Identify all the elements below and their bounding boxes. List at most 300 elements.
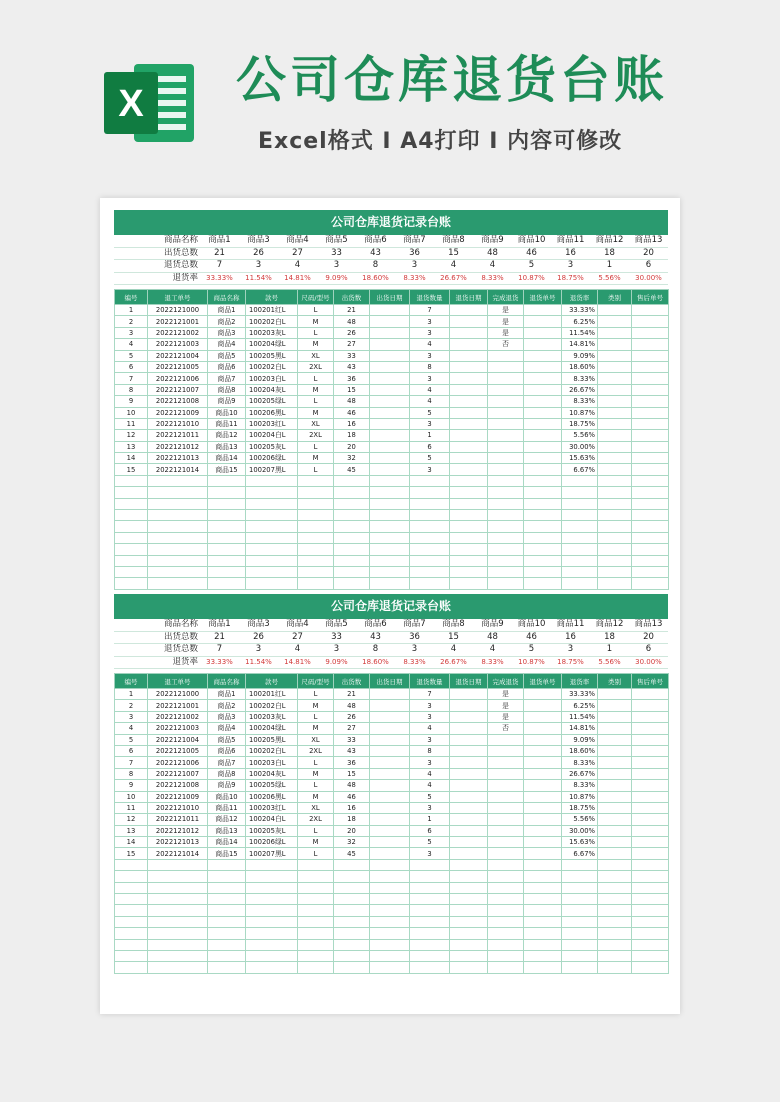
table-cell[interactable] (208, 962, 246, 973)
table-cell[interactable] (208, 916, 246, 927)
table-cell[interactable] (246, 928, 298, 939)
table-cell[interactable] (632, 441, 669, 452)
column-header[interactable]: 完成退货 (488, 674, 524, 689)
table-cell[interactable] (410, 555, 450, 566)
table-cell[interactable] (246, 962, 298, 973)
table-cell[interactable]: 5 (115, 734, 148, 745)
summary-cell[interactable]: 商品11 (551, 619, 590, 631)
table-cell[interactable] (598, 350, 632, 361)
table-cell[interactable] (370, 521, 410, 532)
column-header[interactable]: 出货数 (334, 674, 370, 689)
summary-cell[interactable]: 8 (356, 260, 395, 273)
table-cell[interactable]: 2022121000 (148, 689, 208, 700)
table-cell[interactable] (246, 950, 298, 961)
table-cell[interactable]: 10 (115, 791, 148, 802)
summary-cell[interactable]: 36 (395, 631, 434, 644)
table-cell[interactable] (370, 734, 410, 745)
table-cell[interactable] (524, 555, 562, 566)
table-cell[interactable] (208, 578, 246, 589)
table-cell[interactable] (370, 780, 410, 791)
table-cell[interactable]: XL (298, 418, 334, 429)
table-cell[interactable] (334, 498, 370, 509)
table-cell[interactable] (632, 950, 669, 961)
summary-cell[interactable]: 18 (590, 631, 629, 644)
table-cell[interactable] (632, 689, 669, 700)
table-cell[interactable] (632, 384, 669, 395)
table-cell[interactable] (524, 802, 562, 813)
table-cell[interactable] (450, 578, 488, 589)
table-cell[interactable]: 100204灰L (246, 384, 298, 395)
table-cell[interactable] (524, 327, 562, 338)
column-header[interactable]: 退工单号 (148, 290, 208, 305)
table-cell[interactable]: 是 (488, 689, 524, 700)
table-cell[interactable]: 5 (410, 453, 450, 464)
table-cell[interactable] (598, 757, 632, 768)
table-cell[interactable] (246, 544, 298, 555)
table-cell[interactable]: 14.81% (562, 339, 598, 350)
table-cell[interactable]: XL (298, 802, 334, 813)
table-cell[interactable]: 100204灰L (246, 768, 298, 779)
table-cell[interactable]: 2022121005 (148, 745, 208, 756)
table-cell[interactable]: 8 (115, 768, 148, 779)
table-cell[interactable]: 36 (334, 757, 370, 768)
table-cell[interactable]: 32 (334, 837, 370, 848)
table-cell[interactable]: 100206黑L (246, 791, 298, 802)
column-header[interactable]: 退工单号 (148, 674, 208, 689)
table-cell[interactable]: 1 (115, 689, 148, 700)
table-cell[interactable] (598, 418, 632, 429)
table-cell[interactable]: 48 (334, 780, 370, 791)
table-cell[interactable]: M (298, 768, 334, 779)
table-cell[interactable]: 6 (410, 441, 450, 452)
table-cell[interactable] (148, 566, 208, 577)
table-cell[interactable] (370, 384, 410, 395)
table-cell[interactable] (598, 339, 632, 350)
summary-cell[interactable]: 商品9 (473, 235, 512, 247)
table-cell[interactable]: 2022121008 (148, 396, 208, 407)
table-cell[interactable]: 100203灰L (246, 327, 298, 338)
table-cell[interactable] (598, 464, 632, 475)
table-cell[interactable] (208, 882, 246, 893)
table-cell[interactable] (598, 689, 632, 700)
table-cell[interactable] (562, 928, 598, 939)
table-cell[interactable] (450, 757, 488, 768)
table-cell[interactable] (632, 407, 669, 418)
table-cell[interactable] (598, 791, 632, 802)
table-cell[interactable] (115, 950, 148, 961)
table-cell[interactable] (370, 418, 410, 429)
summary-cell[interactable]: 18 (590, 247, 629, 260)
table-cell[interactable] (598, 430, 632, 441)
table-cell[interactable]: 2 (115, 700, 148, 711)
summary-cell[interactable]: 11.54% (239, 656, 278, 669)
table-cell[interactable] (524, 498, 562, 509)
table-cell[interactable] (488, 566, 524, 577)
table-cell[interactable] (450, 305, 488, 316)
table-cell[interactable]: 33 (334, 350, 370, 361)
table-cell[interactable] (632, 453, 669, 464)
table-cell[interactable] (410, 859, 450, 870)
table-cell[interactable]: 27 (334, 723, 370, 734)
summary-cell[interactable]: 9.09% (317, 656, 356, 669)
table-cell[interactable] (598, 498, 632, 509)
table-cell[interactable] (562, 871, 598, 882)
table-cell[interactable]: 18 (334, 430, 370, 441)
table-cell[interactable] (370, 916, 410, 927)
table-cell[interactable] (488, 350, 524, 361)
table-cell[interactable] (246, 905, 298, 916)
table-cell[interactable]: 18 (334, 814, 370, 825)
table-cell[interactable] (450, 768, 488, 779)
table-cell[interactable] (370, 711, 410, 722)
summary-cell[interactable]: 26.67% (434, 656, 473, 669)
table-cell[interactable] (562, 532, 598, 543)
table-cell[interactable]: 16 (334, 418, 370, 429)
table-cell[interactable]: 13 (115, 825, 148, 836)
table-cell[interactable]: 10.87% (562, 791, 598, 802)
table-cell[interactable] (562, 950, 598, 961)
summary-cell[interactable]: 7 (200, 644, 239, 657)
table-cell[interactable] (334, 950, 370, 961)
table-cell[interactable] (334, 532, 370, 543)
table-cell[interactable]: 商品8 (208, 384, 246, 395)
table-cell[interactable]: 2022121012 (148, 825, 208, 836)
table-cell[interactable] (148, 950, 208, 961)
table-cell[interactable] (488, 373, 524, 384)
table-cell[interactable] (298, 882, 334, 893)
table-cell[interactable]: 15 (115, 848, 148, 859)
table-cell[interactable] (450, 814, 488, 825)
table-cell[interactable] (298, 905, 334, 916)
table-cell[interactable] (562, 510, 598, 521)
table-cell[interactable] (298, 566, 334, 577)
table-cell[interactable] (598, 510, 632, 521)
table-cell[interactable]: 11.54% (562, 711, 598, 722)
table-cell[interactable]: 2022121009 (148, 407, 208, 418)
table-cell[interactable] (115, 544, 148, 555)
table-cell[interactable]: L (298, 689, 334, 700)
summary-cell[interactable]: 8.33% (473, 656, 512, 669)
table-cell[interactable]: 14 (115, 837, 148, 848)
table-cell[interactable] (334, 555, 370, 566)
table-cell[interactable] (450, 882, 488, 893)
table-cell[interactable]: 2022121011 (148, 814, 208, 825)
table-cell[interactable]: 2 (115, 316, 148, 327)
table-cell[interactable]: 20 (334, 441, 370, 452)
table-cell[interactable] (632, 871, 669, 882)
table-cell[interactable] (524, 339, 562, 350)
table-cell[interactable] (370, 928, 410, 939)
table-cell[interactable] (632, 396, 669, 407)
table-cell[interactable] (148, 510, 208, 521)
table-cell[interactable] (410, 532, 450, 543)
table-cell[interactable] (334, 566, 370, 577)
table-cell[interactable] (208, 939, 246, 950)
table-cell[interactable]: 100203灰L (246, 711, 298, 722)
table-cell[interactable]: 6.25% (562, 700, 598, 711)
table-cell[interactable]: 3 (410, 848, 450, 859)
table-cell[interactable]: 是 (488, 327, 524, 338)
summary-cell[interactable]: 3 (317, 644, 356, 657)
table-cell[interactable] (488, 453, 524, 464)
summary-cell[interactable]: 8.33% (395, 656, 434, 669)
table-cell[interactable]: 100206绿L (246, 837, 298, 848)
table-cell[interactable] (410, 521, 450, 532)
summary-cell[interactable]: 商品8 (434, 619, 473, 631)
table-cell[interactable]: 商品4 (208, 723, 246, 734)
table-cell[interactable] (208, 555, 246, 566)
table-cell[interactable] (298, 475, 334, 486)
table-cell[interactable] (115, 510, 148, 521)
table-cell[interactable]: 12 (115, 814, 148, 825)
table-cell[interactable]: 21 (334, 305, 370, 316)
table-cell[interactable] (524, 453, 562, 464)
table-cell[interactable] (562, 566, 598, 577)
table-cell[interactable] (208, 487, 246, 498)
table-cell[interactable]: 2022121007 (148, 384, 208, 395)
column-header[interactable]: 款号 (246, 674, 298, 689)
summary-cell[interactable]: 21 (200, 247, 239, 260)
table-cell[interactable]: 100205灰L (246, 825, 298, 836)
table-cell[interactable]: 33.33% (562, 305, 598, 316)
table-cell[interactable] (370, 555, 410, 566)
table-cell[interactable] (598, 734, 632, 745)
table-cell[interactable] (370, 532, 410, 543)
table-cell[interactable]: 100204绿L (246, 339, 298, 350)
table-cell[interactable]: 8 (115, 384, 148, 395)
table-cell[interactable] (524, 384, 562, 395)
table-cell[interactable]: 100204白L (246, 430, 298, 441)
table-cell[interactable] (115, 962, 148, 973)
table-cell[interactable]: 2XL (298, 361, 334, 372)
table-cell[interactable] (632, 339, 669, 350)
table-cell[interactable] (524, 882, 562, 893)
table-cell[interactable] (598, 814, 632, 825)
table-cell[interactable] (632, 361, 669, 372)
table-cell[interactable] (148, 555, 208, 566)
table-cell[interactable] (410, 544, 450, 555)
table-cell[interactable] (524, 916, 562, 927)
summary-cell[interactable]: 商品10 (512, 619, 551, 631)
table-cell[interactable] (334, 916, 370, 927)
table-cell[interactable]: 11.54% (562, 327, 598, 338)
table-cell[interactable] (450, 373, 488, 384)
table-cell[interactable] (488, 768, 524, 779)
table-cell[interactable] (208, 475, 246, 486)
table-cell[interactable] (524, 780, 562, 791)
summary-cell[interactable]: 3 (395, 260, 434, 273)
table-cell[interactable] (524, 700, 562, 711)
table-cell[interactable] (450, 848, 488, 859)
table-cell[interactable]: 2022121012 (148, 441, 208, 452)
table-cell[interactable]: 15 (334, 384, 370, 395)
table-cell[interactable]: 11 (115, 802, 148, 813)
table-cell[interactable]: 2022121000 (148, 305, 208, 316)
table-cell[interactable] (488, 905, 524, 916)
table-cell[interactable]: 100203红L (246, 802, 298, 813)
summary-cell[interactable]: 27 (278, 247, 317, 260)
table-cell[interactable] (632, 723, 669, 734)
table-cell[interactable] (598, 905, 632, 916)
table-cell[interactable] (450, 430, 488, 441)
table-cell[interactable] (450, 734, 488, 745)
table-cell[interactable]: 14 (115, 453, 148, 464)
table-cell[interactable]: 9 (115, 780, 148, 791)
table-cell[interactable] (208, 905, 246, 916)
summary-cell[interactable]: 30.00% (629, 272, 668, 285)
table-cell[interactable]: 3 (410, 700, 450, 711)
table-cell[interactable] (632, 825, 669, 836)
table-cell[interactable] (562, 882, 598, 893)
table-cell[interactable] (562, 544, 598, 555)
summary-cell[interactable]: 商品8 (434, 235, 473, 247)
table-cell[interactable]: 26 (334, 327, 370, 338)
table-cell[interactable] (334, 894, 370, 905)
table-cell[interactable] (562, 894, 598, 905)
summary-cell[interactable]: 16 (551, 631, 590, 644)
table-cell[interactable]: 16 (334, 802, 370, 813)
table-cell[interactable] (488, 544, 524, 555)
table-cell[interactable]: 11 (115, 418, 148, 429)
table-cell[interactable]: L (298, 441, 334, 452)
table-cell[interactable]: 7 (115, 373, 148, 384)
table-cell[interactable]: 9.09% (562, 350, 598, 361)
table-cell[interactable]: 商品12 (208, 430, 246, 441)
table-cell[interactable]: 10.87% (562, 407, 598, 418)
table-cell[interactable] (450, 532, 488, 543)
table-cell[interactable] (598, 384, 632, 395)
table-cell[interactable] (598, 939, 632, 950)
table-cell[interactable] (632, 487, 669, 498)
table-cell[interactable]: 5 (410, 791, 450, 802)
table-cell[interactable] (208, 950, 246, 961)
table-cell[interactable] (246, 521, 298, 532)
table-cell[interactable]: L (298, 396, 334, 407)
table-cell[interactable] (524, 566, 562, 577)
column-header[interactable]: 尺码/型号 (298, 674, 334, 689)
table-cell[interactable] (632, 780, 669, 791)
table-cell[interactable] (246, 859, 298, 870)
table-cell[interactable]: 48 (334, 396, 370, 407)
column-header[interactable]: 退货单号 (524, 290, 562, 305)
table-cell[interactable]: 商品13 (208, 825, 246, 836)
summary-cell[interactable]: 8 (356, 644, 395, 657)
table-cell[interactable]: 2XL (298, 430, 334, 441)
table-cell[interactable] (632, 962, 669, 973)
table-cell[interactable] (370, 453, 410, 464)
summary-cell[interactable]: 27 (278, 631, 317, 644)
table-cell[interactable]: 2022121011 (148, 430, 208, 441)
summary-cell[interactable]: 3 (317, 260, 356, 273)
table-cell[interactable]: L (298, 711, 334, 722)
summary-cell[interactable]: 26 (239, 631, 278, 644)
table-cell[interactable]: 4 (115, 723, 148, 734)
table-cell[interactable]: 商品7 (208, 757, 246, 768)
table-cell[interactable] (334, 871, 370, 882)
table-cell[interactable] (524, 373, 562, 384)
table-cell[interactable] (208, 532, 246, 543)
table-cell[interactable] (488, 814, 524, 825)
table-cell[interactable] (632, 939, 669, 950)
table-cell[interactable] (148, 871, 208, 882)
table-cell[interactable] (524, 814, 562, 825)
table-cell[interactable]: 7 (115, 757, 148, 768)
table-cell[interactable] (598, 894, 632, 905)
table-cell[interactable]: 2022121008 (148, 780, 208, 791)
table-cell[interactable] (450, 487, 488, 498)
table-cell[interactable] (208, 498, 246, 509)
summary-cell[interactable]: 5 (512, 644, 551, 657)
table-cell[interactable]: 43 (334, 361, 370, 372)
table-cell[interactable] (370, 689, 410, 700)
summary-cell[interactable]: 11.54% (239, 272, 278, 285)
table-cell[interactable] (598, 487, 632, 498)
summary-cell[interactable]: 15 (434, 631, 473, 644)
table-cell[interactable] (632, 498, 669, 509)
summary-cell[interactable]: 1 (590, 260, 629, 273)
table-cell[interactable] (208, 894, 246, 905)
table-cell[interactable] (524, 316, 562, 327)
summary-cell[interactable]: 5.56% (590, 272, 629, 285)
table-cell[interactable] (488, 939, 524, 950)
table-cell[interactable] (246, 555, 298, 566)
table-cell[interactable] (598, 723, 632, 734)
table-cell[interactable] (334, 939, 370, 950)
table-cell[interactable]: 商品14 (208, 453, 246, 464)
table-cell[interactable] (450, 700, 488, 711)
table-cell[interactable] (524, 418, 562, 429)
table-cell[interactable]: 30.00% (562, 441, 598, 452)
table-cell[interactable]: 15.63% (562, 453, 598, 464)
table-cell[interactable] (450, 464, 488, 475)
table-cell[interactable] (488, 871, 524, 882)
column-header[interactable]: 退货数量 (410, 290, 450, 305)
table-cell[interactable] (450, 689, 488, 700)
summary-cell[interactable]: 8.33% (395, 272, 434, 285)
column-header[interactable]: 类别 (598, 674, 632, 689)
summary-cell[interactable]: 商品6 (356, 235, 395, 247)
table-cell[interactable] (562, 916, 598, 927)
table-cell[interactable] (450, 802, 488, 813)
summary-cell[interactable]: 33.33% (200, 656, 239, 669)
table-cell[interactable] (524, 768, 562, 779)
table-cell[interactable] (298, 939, 334, 950)
table-cell[interactable] (524, 521, 562, 532)
table-cell[interactable]: 商品13 (208, 441, 246, 452)
table-cell[interactable] (598, 871, 632, 882)
table-cell[interactable] (562, 498, 598, 509)
table-cell[interactable] (148, 487, 208, 498)
table-cell[interactable] (598, 555, 632, 566)
table-cell[interactable] (370, 950, 410, 961)
column-header[interactable]: 完成退货 (488, 290, 524, 305)
table-cell[interactable] (488, 532, 524, 543)
table-cell[interactable]: 100204绿L (246, 723, 298, 734)
column-header[interactable]: 编号 (115, 290, 148, 305)
table-cell[interactable]: 100207黑L (246, 848, 298, 859)
table-cell[interactable] (410, 905, 450, 916)
table-cell[interactable] (298, 510, 334, 521)
column-header[interactable]: 退货日期 (450, 674, 488, 689)
table-cell[interactable] (524, 745, 562, 756)
table-cell[interactable]: 8.33% (562, 757, 598, 768)
table-cell[interactable] (334, 487, 370, 498)
table-cell[interactable]: 100203红L (246, 418, 298, 429)
table-cell[interactable] (524, 825, 562, 836)
summary-cell[interactable]: 6 (629, 260, 668, 273)
table-cell[interactable] (370, 939, 410, 950)
table-cell[interactable] (115, 521, 148, 532)
